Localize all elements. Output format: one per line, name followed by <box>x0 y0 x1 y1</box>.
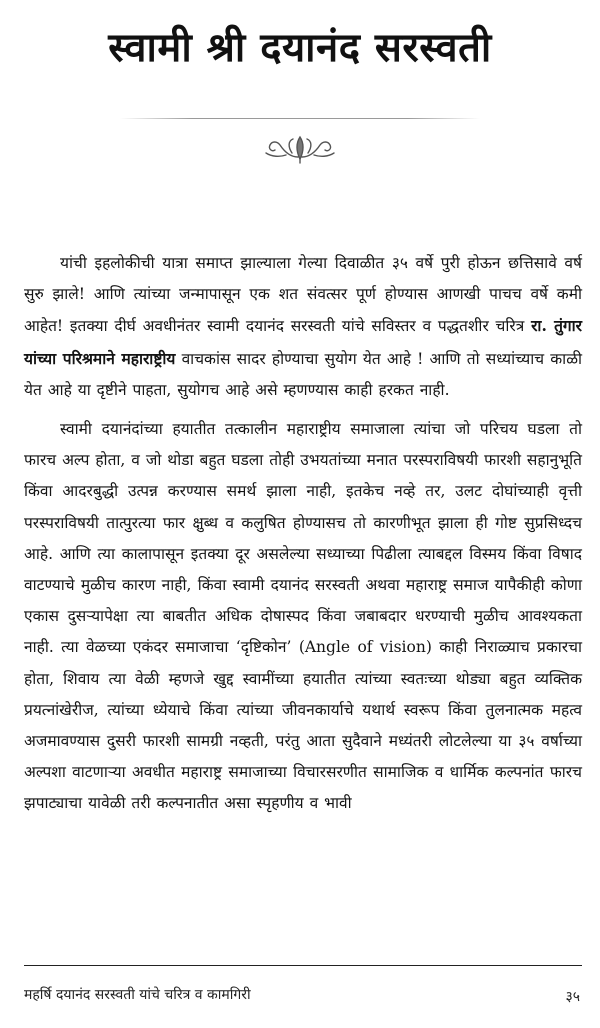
running-footer-title: महर्षि दयानंद सरस्वती यांचे चरित्र व कामगिरी <box>24 987 251 1003</box>
paragraph-2: स्वामी दयानंदांच्या हयातीत तत्कालीन महाराष्ट्रीय समाजाला त्यांचा जो परिचय घडला तो फारच अल्प होता, व जो थोडा बहुत घडला तोही उभयतांच्या मनात परस्पराविषयी फारशी सहानुभूति किंवा आदरबुद्धी उत्पन्न करण्यास समर्थ झाला नाही, इतकेच नव्हे तर, उलट दोघांच्याही वृत्ती परस्पराविषयी तात्पुरत्या फार क्षुब्ध व कलुषित होण्यासच तो कारणीभूत झाला ही गोष्ट सुप्रसिध्दच आहे. आणि त्या कालापासून इतक्या दूर असलेल्या सध्याच्या पिढीला त्याबद्दल विस्मय किंवा विषाद वाटण्याचे मुळीच कारण नाही, किंवा स्वामी दयानंद सरस्वती अथवा महाराष्ट्र समाज यापैकीही कोणा एकास दुसऱ्यापेक्षा त्या बाबतीत अधिक दोषास्पद किंवा जबाबदार धरण्याची मुळीच आवश्यकता नाही. त्या वेळच्या एकंदर समाजाचा ‘दृष्टिकोन’ (Angle of vision) काही निराळ्याच प्रकारचा होता, शिवाय त्या वेळी म्हणजे खुद्द स्वामींच्या हयातीत त्यांच्या स्वतःच्या थोड्या बहुत व्यक्तिक प्रयत्नांखेरीज, त्यांच्या ध्येयाचे किंवा त्यांच्या जीवनकार्याचे यथार्थ स्वरूप किंवा तुलनात्मक महत्व अजमावण्यास दुसरी फारशी सामग्री नव्हती, परंतु आता सुदैवाने मध्यंतरी लोटलेल्या या ३५ वर्षाच्या अल्पशा वाटणाऱ्या अवधीत महाराष्ट्र समाजाच्या विचारसरणीत सामाजिक व धार्मिक कल्पनांत फारच झपाट्याचा यावेळी तरी कल्पनातीत असा स्पृहणीय व भावी <box>24 420 582 813</box>
page-number: ३५ <box>565 989 580 1005</box>
body-text <box>24 248 582 820</box>
footer-divider <box>24 965 582 966</box>
paragraph-1-text-end: वाचकांस सादर होण्याचा सुयोग येत आहे ! आणि तो सध्यांच्याच काळी येत आहे या दृष्टीने पाहता, सुयोगच आहे असे म्हणण्यास काही हरकत नाही. <box>24 349 582 399</box>
page-title: स्वामी श्री दयानंद सरस्वती <box>108 25 492 71</box>
paragraph-1-bold-text: रा. तुंगार यांच्या परिश्रमाने महाराष्ट्रीय <box>24 316 582 368</box>
floral-ornament-icon <box>262 133 338 165</box>
paragraph-1 <box>24 248 582 406</box>
paragraph-1-text-start: यांची इहलोकीची यात्रा समाप्त झाल्याला गेल्या दिवाळीत ३५ वर्षे पुरी होऊन छत्तिसावे वर्ष सुरु झाले! आणि त्यांच्या जन्मापासून एक शत संवत्सर पूर्ण होण्यास आणखी पाचच वर्षे कमी आहेत! इतक्या दीर्घ अवधीनंतर स्वामी दयानंद सरस्वती यांचे सविस्तर व पद्धतशीर चरित्र <box>24 254 582 336</box>
title-divider <box>120 118 480 119</box>
